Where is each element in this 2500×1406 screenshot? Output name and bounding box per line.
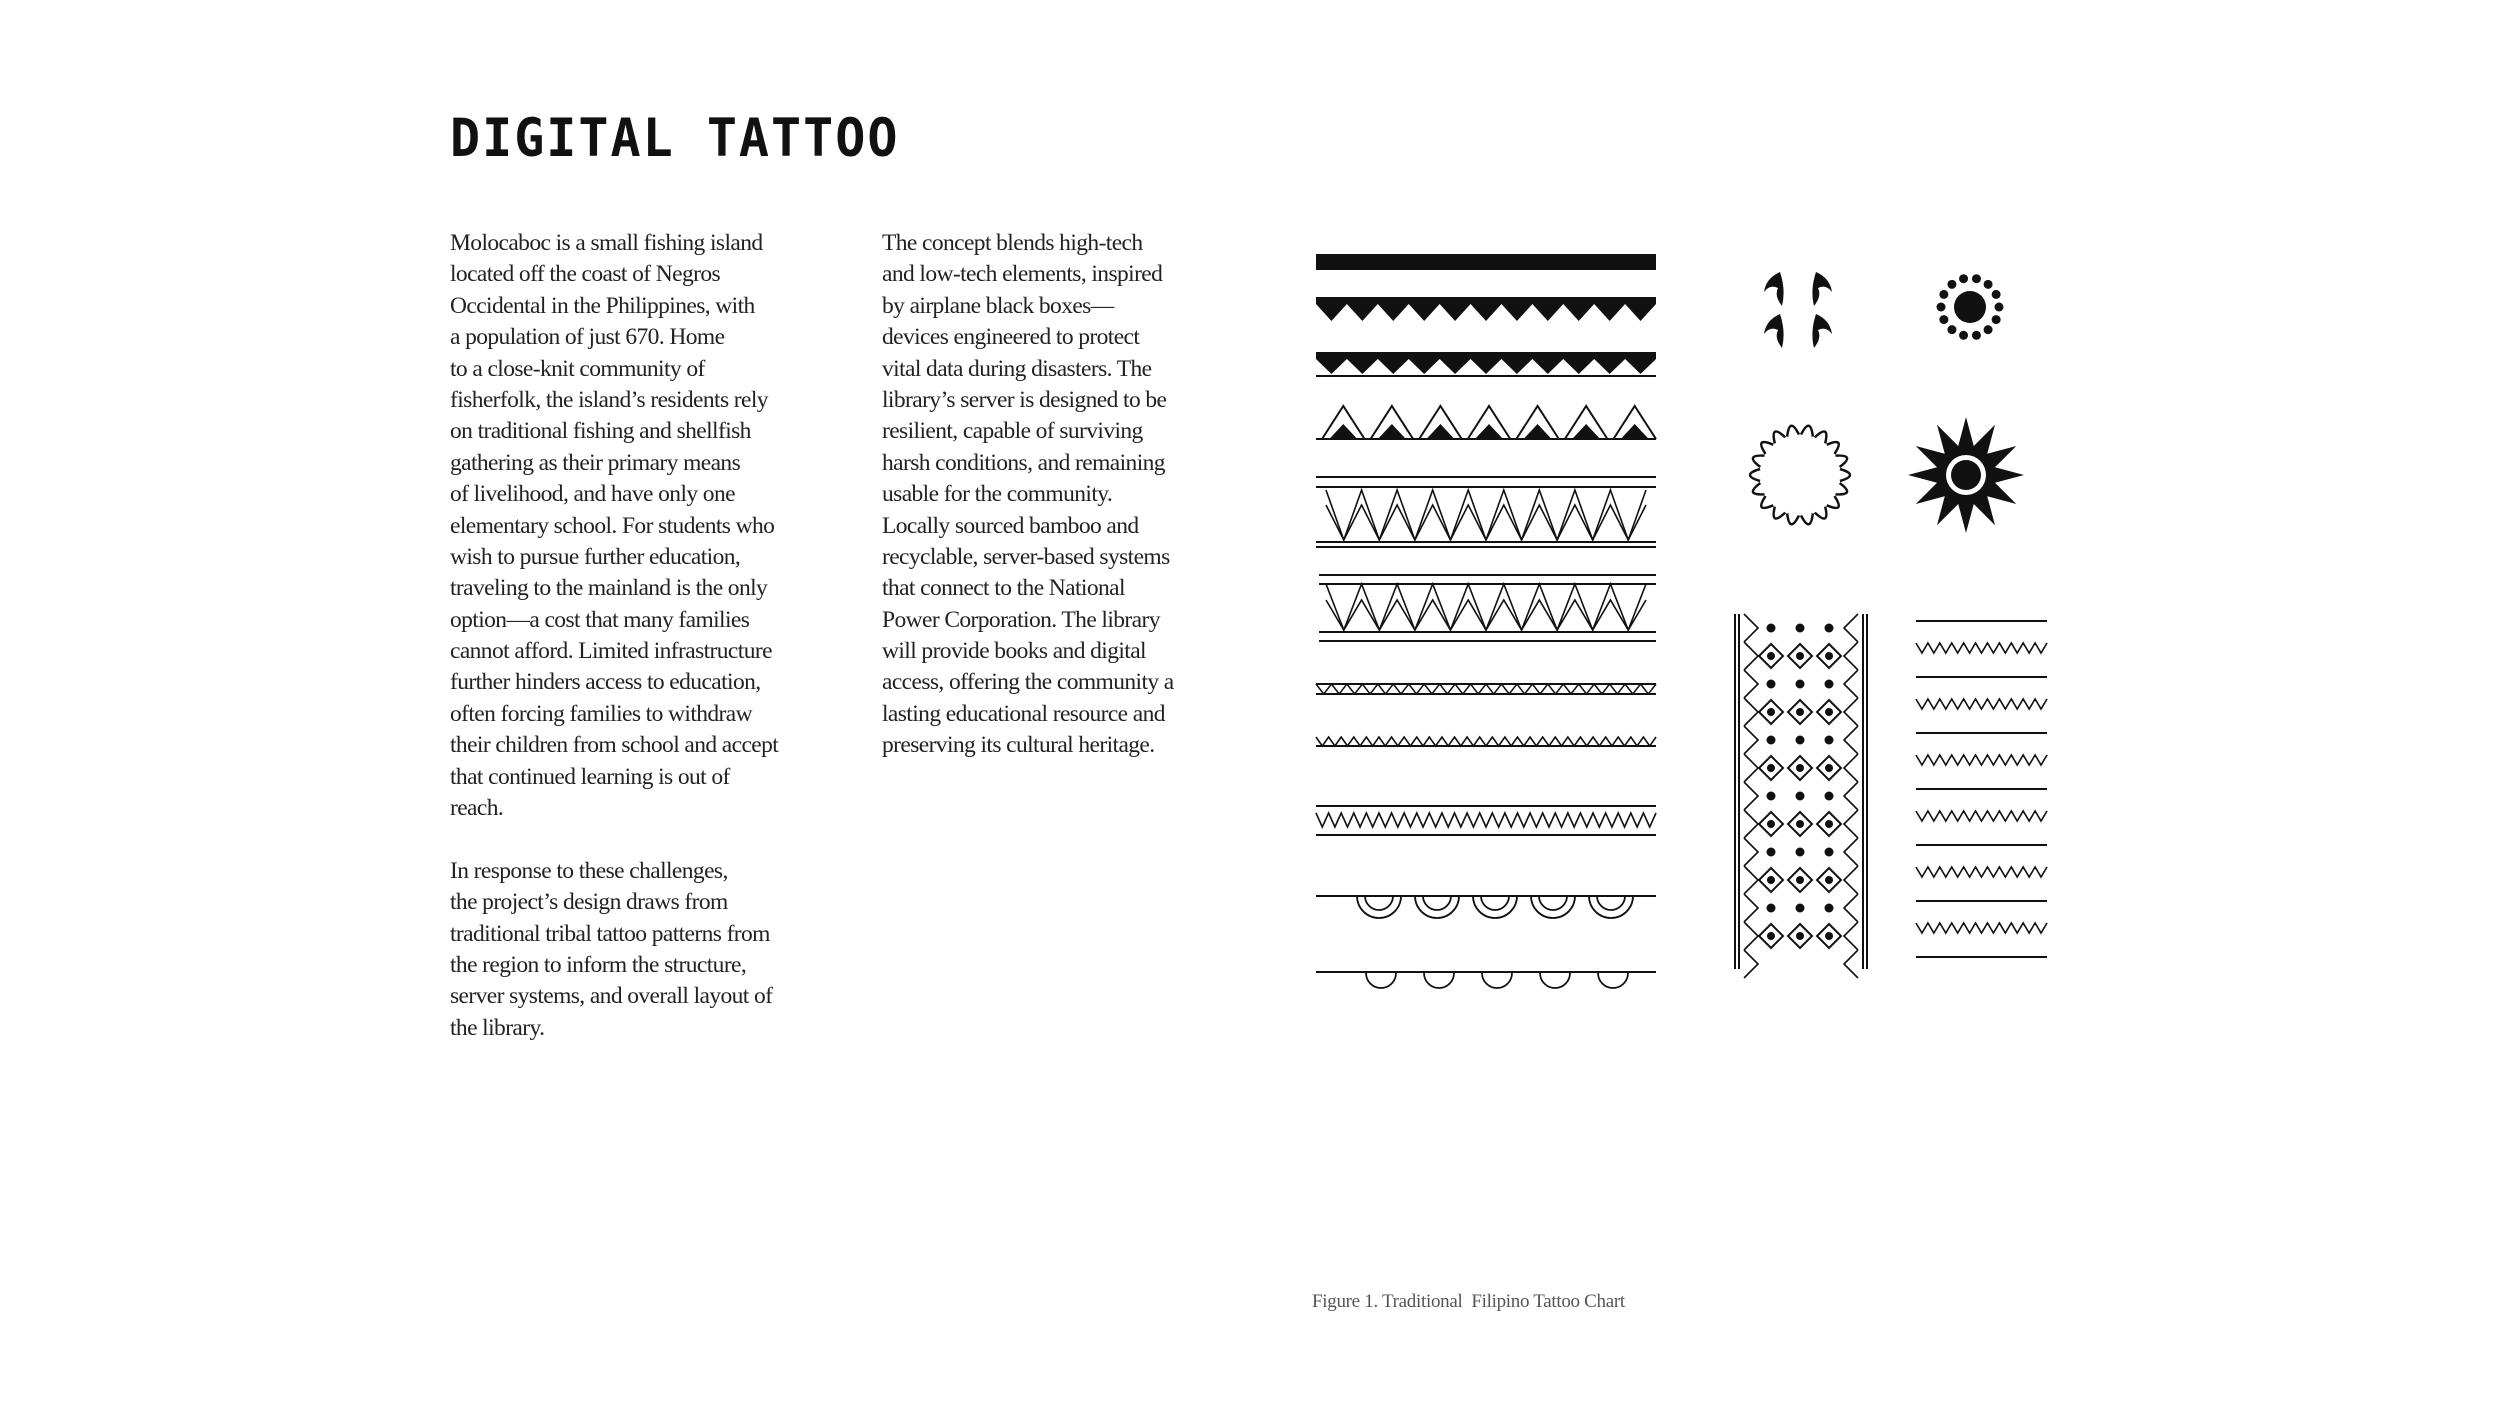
text-line: elementary school. For students who (450, 512, 775, 539)
sun-dot (1995, 303, 2004, 312)
sun-dot (1947, 280, 1956, 289)
semicircle (1539, 896, 1567, 910)
petal (1761, 496, 1773, 508)
solid-band (1316, 254, 1656, 270)
text-line: harsh conditions, and remaining (882, 449, 1165, 476)
sun-dot (1984, 280, 1993, 289)
text-line: the project’s design draws from (450, 889, 728, 916)
text-line: and low-tech elements, inspired (882, 261, 1163, 288)
text-line: wish to pursue further education, (450, 543, 741, 570)
petal (1801, 426, 1813, 437)
panel-dot (1767, 820, 1775, 828)
panel-dot (1825, 848, 1834, 857)
panel-dot (1796, 792, 1805, 801)
panel-dot (1825, 708, 1833, 716)
panel-dot (1767, 764, 1775, 772)
sun-dot (1937, 303, 1946, 312)
petal (1774, 431, 1786, 443)
text-line: gathering as their primary means (450, 449, 741, 476)
petal (1815, 507, 1827, 519)
triangle-teeth-band (1316, 297, 1656, 321)
tattoo-band-patterns (1316, 254, 1656, 988)
zigzag (1326, 490, 1646, 540)
panel-dot (1796, 904, 1805, 913)
panel-dot (1767, 848, 1776, 857)
sun-dot (1972, 331, 1981, 340)
sun-dot (1959, 274, 1968, 283)
zigzag (1916, 755, 2047, 765)
panel-dot (1796, 680, 1805, 689)
filled-triangle (1524, 424, 1552, 439)
text-line: their children from school and accept (450, 732, 779, 759)
petal (1827, 442, 1839, 454)
text-line: located off the coast of Negros (450, 261, 721, 288)
filled-triangle (1572, 424, 1600, 439)
ornament-curl (1764, 314, 1784, 348)
text-line: that connect to the National (882, 575, 1125, 602)
text-line: access, offering the community a (882, 669, 1174, 696)
semicircle (1357, 896, 1401, 918)
zigzag (1316, 737, 1656, 746)
panel-dot (1767, 652, 1775, 660)
text-line: will provide books and digital (882, 638, 1146, 665)
text-line: traveling to the mainland is the only (450, 575, 768, 602)
text-line: option—a cost that many families (450, 606, 750, 633)
tattoo-motifs (1750, 272, 2024, 533)
petal (1827, 496, 1839, 508)
panel-dot (1825, 736, 1834, 745)
diamond-column-pattern (1735, 614, 1867, 978)
panel-dot (1825, 764, 1833, 772)
text-line: The concept blends high-tech (882, 230, 1143, 256)
text-line: In response to these challenges, (450, 857, 728, 884)
panel-dot (1825, 932, 1833, 940)
semicircle (1589, 896, 1633, 918)
petal (1801, 513, 1813, 524)
panel-dot (1796, 764, 1804, 772)
panel-dot (1796, 932, 1804, 940)
text-line: recyclable, server-based systems (882, 543, 1170, 570)
panel-dot (1767, 736, 1776, 745)
petal (1753, 456, 1765, 467)
petal (1753, 483, 1765, 494)
figure-caption: Figure 1. Traditional Filipino Tattoo Chart (1312, 1291, 1625, 1312)
sun-dot (1939, 315, 1948, 324)
sun-dot (1992, 315, 2001, 324)
semicircle (1423, 896, 1451, 910)
ornament-curl (1812, 272, 1832, 306)
text-line: vital data during disasters. The (882, 355, 1152, 382)
star-center (1951, 460, 1981, 490)
panel-dot (1796, 820, 1804, 828)
petal (1836, 483, 1848, 494)
text-line: on traditional fishing and shellfish (450, 418, 751, 445)
text-line: often forcing families to withdraw (450, 700, 752, 727)
semicircle (1597, 896, 1625, 910)
panel-dot (1767, 708, 1775, 716)
panel-dot (1767, 932, 1775, 940)
text-line: fisherfolk, the island’s residents rely (450, 386, 768, 413)
panel-dot (1796, 848, 1805, 857)
sun-dot (1959, 331, 1968, 340)
ornament-curl (1812, 314, 1832, 348)
text-line: to a close-knit community of (450, 355, 705, 382)
filled-triangle (1475, 424, 1503, 439)
zigzag (1326, 584, 1646, 630)
panel-dot (1825, 624, 1834, 633)
zigzag (1916, 699, 2047, 709)
panel-dot (1825, 792, 1834, 801)
text-line: Molocaboc is a small fishing island (450, 230, 763, 256)
text-line: Occidental in the Philippines, with (450, 292, 755, 319)
zigzag (1316, 813, 1656, 827)
filled-triangle (1426, 424, 1454, 439)
filled-triangle (1329, 424, 1357, 439)
text-line: the region to inform the structure, (450, 951, 747, 978)
zigzag-line-pattern (1916, 621, 2047, 957)
panel-dot (1825, 652, 1833, 660)
semicircle (1598, 973, 1628, 988)
panel-edge (1744, 950, 1858, 978)
text-line: resilient, capable of surviving (882, 418, 1143, 445)
semicircle (1481, 896, 1509, 910)
text-line: server systems, and overall layout of (450, 983, 773, 1010)
zigzag (1316, 684, 1656, 694)
sun-center (1954, 291, 1986, 323)
text-line: cannot afford. Limited infrastructure (450, 638, 772, 665)
sun-dot (1992, 290, 2001, 299)
zigzag (1326, 505, 1646, 540)
zigzag (1916, 643, 2047, 653)
panel-dot (1796, 652, 1804, 660)
petal (1761, 442, 1773, 454)
panel-dot (1825, 680, 1834, 689)
text-line: by airplane black boxes— (882, 292, 1114, 319)
sun-dot (1939, 290, 1948, 299)
zigzag (1916, 867, 2047, 877)
filled-triangle (1378, 424, 1406, 439)
text-line: of livelihood, and have only one (450, 481, 735, 508)
text-line: a population of just 670. Home (450, 324, 725, 351)
panel-dot (1767, 792, 1776, 801)
text-line: library’s server is designed to be (882, 386, 1167, 413)
panel-dot (1825, 820, 1833, 828)
semicircle (1365, 896, 1393, 910)
petal (1750, 469, 1760, 481)
semicircle (1540, 973, 1570, 988)
petal (1815, 431, 1827, 443)
petal (1787, 513, 1799, 524)
panel-dot (1767, 624, 1776, 633)
text-line: traditional tribal tattoo patterns from (450, 920, 770, 947)
page-title: DIGITAL TATTOO (450, 107, 900, 169)
panel-dot (1767, 680, 1776, 689)
petal (1774, 507, 1786, 519)
text-line: that continued learning is out of (450, 763, 730, 790)
panel-dot (1767, 904, 1776, 913)
panel-dot (1825, 876, 1833, 884)
semicircle (1482, 973, 1512, 988)
text-line: reach. (450, 795, 504, 822)
panel-dot (1796, 876, 1804, 884)
zigzag (1916, 811, 2047, 821)
panel-dot (1796, 736, 1805, 745)
panel-dot (1767, 876, 1775, 884)
petal (1836, 456, 1848, 467)
text-line: usable for the community. (882, 481, 1113, 508)
filled-triangle (1621, 424, 1649, 439)
zigzag (1916, 923, 2047, 933)
petal (1840, 469, 1850, 481)
ornament-curl (1764, 272, 1784, 306)
semicircle (1366, 973, 1396, 988)
sun-dot (1947, 325, 1956, 334)
petal (1787, 426, 1799, 437)
panel-dot (1825, 904, 1834, 913)
text-line: the library. (450, 1014, 545, 1041)
semicircle (1531, 896, 1575, 918)
sun-dot (1984, 325, 1993, 334)
text-line: lasting educational resource and (882, 700, 1165, 727)
text-line: further hinders access to education, (450, 669, 761, 696)
semicircle (1415, 896, 1459, 918)
text-line: devices engineered to protect (882, 324, 1140, 351)
semicircle (1473, 896, 1517, 918)
text-line: Power Corporation. The library (882, 606, 1160, 633)
text-line: Locally sourced bamboo and (882, 512, 1139, 539)
panel-dot (1796, 624, 1805, 633)
panel-dot (1796, 708, 1804, 716)
triangle-teeth-band (1316, 352, 1656, 374)
sun-dot (1972, 274, 1981, 283)
text-line: preserving its cultural heritage. (882, 732, 1155, 759)
semicircle (1424, 973, 1454, 988)
